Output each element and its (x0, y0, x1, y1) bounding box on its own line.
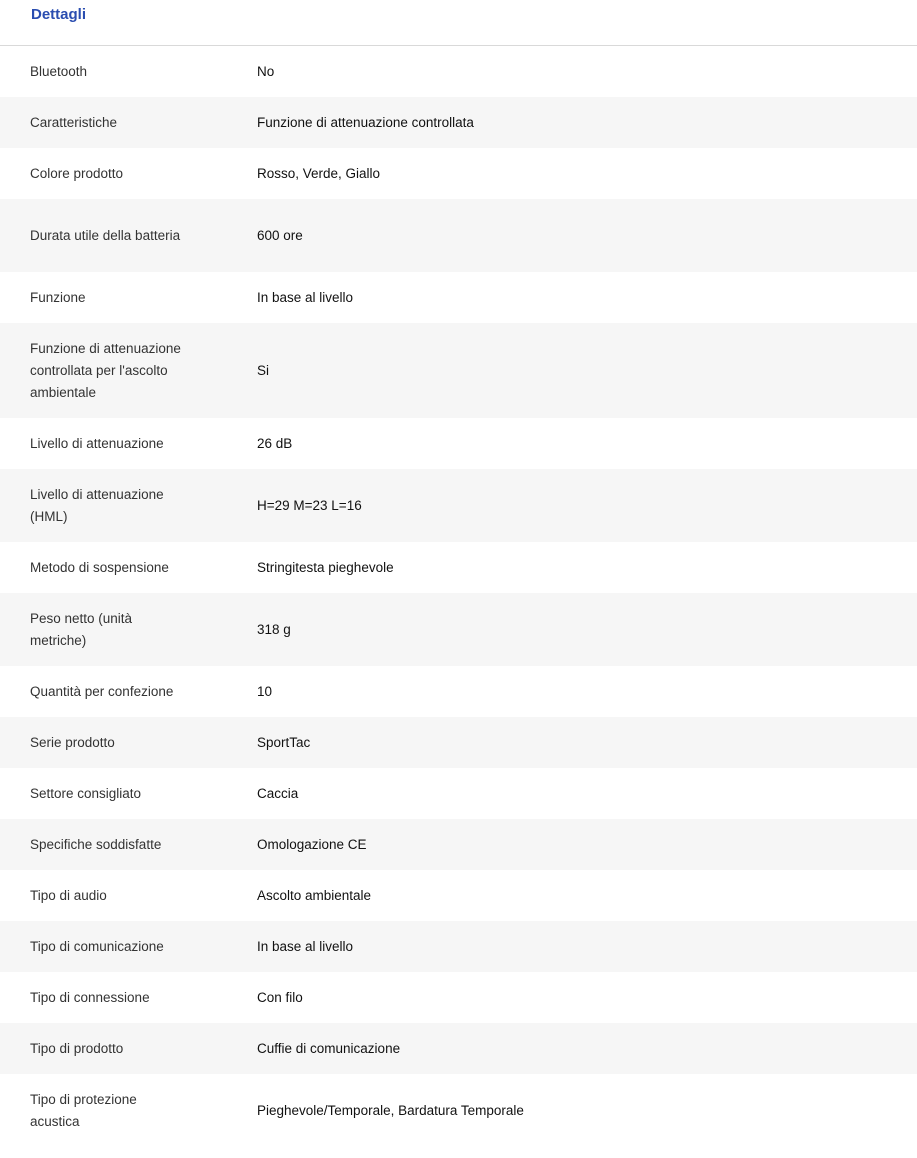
spec-label: Durata utile della batteria (30, 227, 181, 243)
spec-label: Livello di attenuazione (HML) (30, 486, 164, 524)
spec-label: Livello di attenuazione (30, 435, 164, 451)
spec-row (0, 870, 917, 921)
spec-label: Serie prodotto (30, 734, 115, 750)
spec-label: Colore prodotto (30, 165, 124, 181)
spec-row (0, 1023, 917, 1074)
spec-value: Stringitesta pieghevole (257, 559, 394, 575)
spec-row (0, 97, 917, 148)
spec-value: 10 (257, 683, 273, 699)
spec-row (0, 148, 917, 199)
spec-label: Tipo di audio (30, 887, 107, 903)
spec-value: 26 dB (257, 435, 293, 451)
spec-value: H=29 M=23 L=16 (257, 497, 362, 513)
spec-label: Settore consigliato (30, 785, 142, 801)
spec-row (0, 469, 917, 542)
spec-row (0, 418, 917, 469)
spec-label: Funzione di attenuazione controllata per l'ascolto ambientale (30, 340, 181, 400)
spec-row (0, 323, 917, 418)
spec-value: Funzione di attenuazione controllata (257, 114, 474, 130)
spec-label: Specifiche soddisfatte (30, 836, 162, 852)
spec-row (0, 46, 917, 97)
spec-row (0, 972, 917, 1023)
spec-label: Tipo di comunicazione (30, 938, 164, 954)
spec-row (0, 272, 917, 323)
specifications-table (0, 46, 917, 1147)
spec-label: Quantità per confezione (30, 683, 174, 699)
spec-row (0, 1074, 917, 1147)
spec-label: Funzione (30, 289, 86, 305)
spec-row (0, 921, 917, 972)
spec-row (0, 819, 917, 870)
spec-label: Tipo di connessione (30, 989, 150, 1005)
spec-row (0, 593, 917, 666)
section-title: Dettagli (31, 6, 87, 23)
spec-label: Caratteristiche (30, 114, 118, 130)
spec-value: In base al livello (257, 289, 354, 305)
spec-value: 600 ore (257, 227, 303, 243)
spec-value: Caccia (257, 785, 299, 801)
spec-value: 318 g (257, 621, 291, 637)
spec-label: Tipo di protezione acustica (30, 1091, 137, 1129)
spec-row (0, 717, 917, 768)
spec-row (0, 199, 917, 272)
spec-value: In base al livello (257, 938, 354, 954)
spec-row (0, 666, 917, 717)
spec-label: Tipo di prodotto (30, 1040, 124, 1056)
spec-value: Si (257, 362, 270, 378)
spec-label: Metodo di sospensione (30, 559, 169, 575)
spec-row (0, 542, 917, 593)
spec-label: Peso netto (unità metriche) (30, 610, 133, 648)
spec-row (0, 768, 917, 819)
spec-value: Rosso, Verde, Giallo (257, 165, 381, 181)
spec-value: No (257, 63, 275, 79)
spec-value: Pieghevole/Temporale, Bardatura Temporale (257, 1102, 524, 1118)
spec-value: SportTac (257, 734, 311, 750)
spec-value: Ascolto ambientale (257, 887, 372, 903)
spec-label: Bluetooth (30, 63, 88, 79)
spec-value: Cuffie di comunicazione (257, 1040, 401, 1056)
spec-value: Con filo (257, 989, 303, 1005)
details-header (0, 0, 917, 46)
spec-value: Omologazione CE (257, 836, 367, 852)
